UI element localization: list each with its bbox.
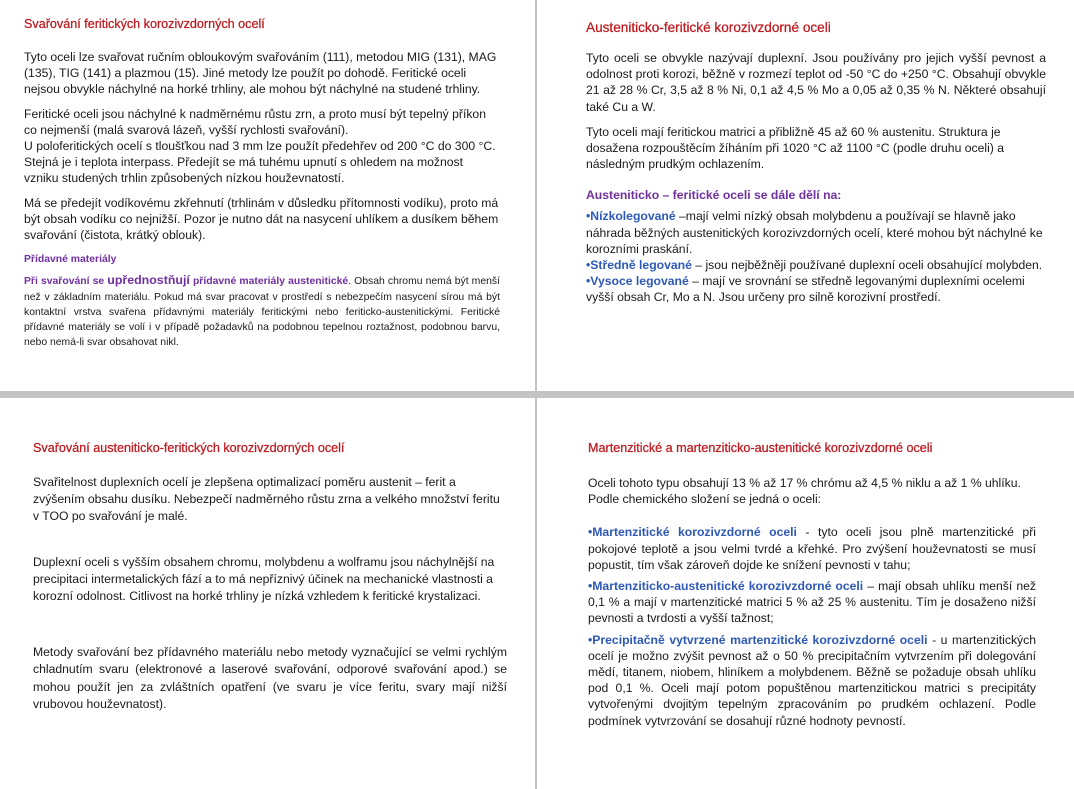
list-item [588, 524, 1036, 573]
panel-title: Austeniticko-feritické korozivzdorné oceli [586, 20, 831, 35]
paragraph: Metody svařování bez přídavného materiálu nebo metody vyznačující se velmi rychlým chladnutím svaru (elektronové a laserové svařování, odporové svařování apod.) se mohou použít jen za zvláštních opatření (ve svaru je více feritu, svary mají nižší vrubovou houževnatost). [33, 645, 507, 711]
bullet: • [588, 525, 593, 540]
item-text: - u martenzitických ocelí je možno zvýšit pevnost až o 50 % precipitačním vytvrzením při dolegování mědí, titanem, niobem, hliníkem a molybdenem. Běžně se požaduje obsah uhlíku pod 0,1 %. Oceli mají potom popuštěnou martenzitickou matrici s precipitáty vytvořenými dvojitým tepelným zpracováním po prudkém ochlazení. Podle podmínek vytvrzování se dosahují různé hodnoty pevností. [588, 632, 1036, 728]
bullet: • [586, 258, 591, 273]
paragraph: Tyto oceli lze svařovat ručním obloukovým svařováním (111), metodou MIG (131), MAG (135), TIG (141) a plazmou (15). Jiné metody lze použít po dohodě. Feritické oceli nejsou obvykle náchylné na horké trhliny, ale mohou být náchylné na studené trhliny. [24, 50, 497, 97]
panel-title: Martenzitické a martenziticko-austenitické korozivzdorné oceli [588, 441, 933, 455]
list-item [586, 257, 1046, 273]
filler-paragraph [24, 273, 500, 350]
paragraph: Feritické oceli jsou náchylné k nadměrnému růstu zrn, a proto musí být tepelný příkon co nejmenší (malá svarová lázeň, vyšší rychlosti svařování). [24, 106, 486, 137]
sub-heading: Austeniticko – feritické oceli se dále dělí na: [586, 188, 842, 203]
item-label: Vysoce legované [590, 274, 689, 289]
paragraph: Tyto oceli se obvykle nazývají duplexní. Jsou používány pro jejich vyšší pevnost a odolnost proti korozi, běžně v rozmezí teplot od -50 °C do +250 °C. Obsahují obvykle 21 až 28 % Cr, 3,5 až 8 % Ni, 0,1 až 4,5 % Mo a 0,05 až 0,35 % N. Některé obsahují také Cu a W. [586, 51, 1046, 114]
paragraph: Svařitelnost duplexních ocelí je zlepšena optimalizací poměru austenit – ferit a zvýšením obsahu dusíku. Nebezpečí nadměrného růstu zrna a velkého množství feritu v TOO po svařování je malé. [33, 475, 500, 524]
sub-heading: Přídavné materiály [24, 254, 117, 266]
list-item [586, 208, 1046, 257]
horizontal-divider [0, 391, 1074, 398]
bullet: • [588, 632, 593, 647]
emphasis-text: Při svařování se [24, 276, 108, 288]
item-label: Precipitačně vytvrzené martenzitické korozivzdorné oceli [592, 632, 928, 647]
paragraph: Oceli tohoto typu obsahují 13 % až 17 % chrómu až 4,5 % niklu a až 1 % uhlíku. Podle chemického složení se jedná o oceli: [588, 476, 1021, 507]
paragraph: Duplexní oceli s vyšším obsahem chromu, molybdenu a wolframu jsou náchylnější na precipitaci intermetalických fází a to má nepříznivý účinek na mechanické vlastnosti a korozní odolnost. Citlivost na horké trhliny je nízká vzhledem k feritické krystalizaci. [33, 554, 495, 604]
item-text: – mají obsah uhlíku menší než 0,1 % a mají v martenzitické matrici 5 % až 25 % austenitu. Tím je dosaženo nižší pevnosti a tvrdosti a vyšší tažnost; [588, 579, 1036, 626]
panel-title: Svařování austeniticko-feritických korozivzdorných ocelí [33, 441, 345, 455]
list-item [586, 273, 1046, 305]
item-text: - tyto oceli jsou plně martenzitické při pokojové teplotě a jsou velmi tvrdé a křehké. Pro zvýšení houževnatosti se musí popustit, tím však zároveň dojde ke snížení pevnosti v tahu; [588, 525, 1036, 572]
category-list [586, 208, 1046, 305]
bullet: • [586, 209, 591, 224]
item-text: –mají velmi nízký obsah molybdenu a používají se hlavně jako náhrada běžných austenitických korozivzdorných ocelí, které mohou být náchylné ke korozními praskání. [586, 209, 1043, 256]
emphasis-text: přídavné materiály austenitické [189, 276, 349, 288]
item-label: Nízkolegované [590, 209, 676, 224]
paragraph-text: . Obsah chromu nemá být menší než v základním materiálu. Pokud má svar pracovat v prostředí s nebezpečím nasycení sírou má být kontaktní vrstva svařena přídavnými materiály feritickými nebo feriticko-austenitickými. Feritické přídavné materiály se volí i v případě požadavků na podobnou tepelnou roztažnost, podobnou barvu, nebo nemá-li svar obsahovat nikl. [24, 276, 500, 349]
panel-duplex-steels [586, 20, 1046, 306]
bullet: • [588, 579, 593, 594]
item-text: – jsou nejběžněji používané duplexní oceli obsahující molybden. [691, 258, 1043, 273]
item-text: – mají ve srovnání se středně legovanými duplexními ocelemi vyšší obsah Cr, Mo a N. Jsou určeny pro silně korozivní prostředí. [586, 274, 1025, 305]
item-label: Středně legované [590, 258, 692, 273]
category-list [588, 524, 1036, 728]
panel-ferritic-welding [24, 16, 500, 350]
panel-title: Svařování feritických korozivzdorných ocelí [24, 17, 265, 31]
list-item [588, 578, 1036, 627]
bullet: • [586, 274, 591, 289]
panel-martensitic-steels [588, 440, 1036, 729]
paragraph: U poloferitických ocelí s tloušťkou nad 3 mm lze použít předehřev od 200 °C do 300 °C. Stejná je i teplota interpass. Předejít se má tuhému upnutí s ohledem na možnost vzniku studených trhlin způsobených nízkou houževnatostí. [24, 139, 496, 186]
list-item [588, 632, 1036, 729]
panel-duplex-welding [33, 440, 507, 713]
paragraph: Má se předejít vodíkovému zkřehnutí (trhlinám v důsledku přítomnosti vodíku), proto má být obsah vodíku co nejnižší. Pozor je nutno dát na nasycení uhlíkem a dusíkem během svařování (čistota, krátký oblouk). [24, 195, 499, 243]
paragraph: Tyto oceli mají feritickou matrici a přibližně 45 až 60 % austenitu. Struktura je dosažena rozpouštěcím žíháním při 1020 °C až 1100 °C (podle druhu oceli) a následným prudkým ochlazením. [586, 124, 1005, 172]
item-label: Martenzitické korozivzdorné oceli [592, 525, 797, 540]
item-label: Martenziticko-austenitické korozivzdorné oceli [592, 579, 864, 594]
emphasis-text: upřednostňují [107, 273, 190, 288]
